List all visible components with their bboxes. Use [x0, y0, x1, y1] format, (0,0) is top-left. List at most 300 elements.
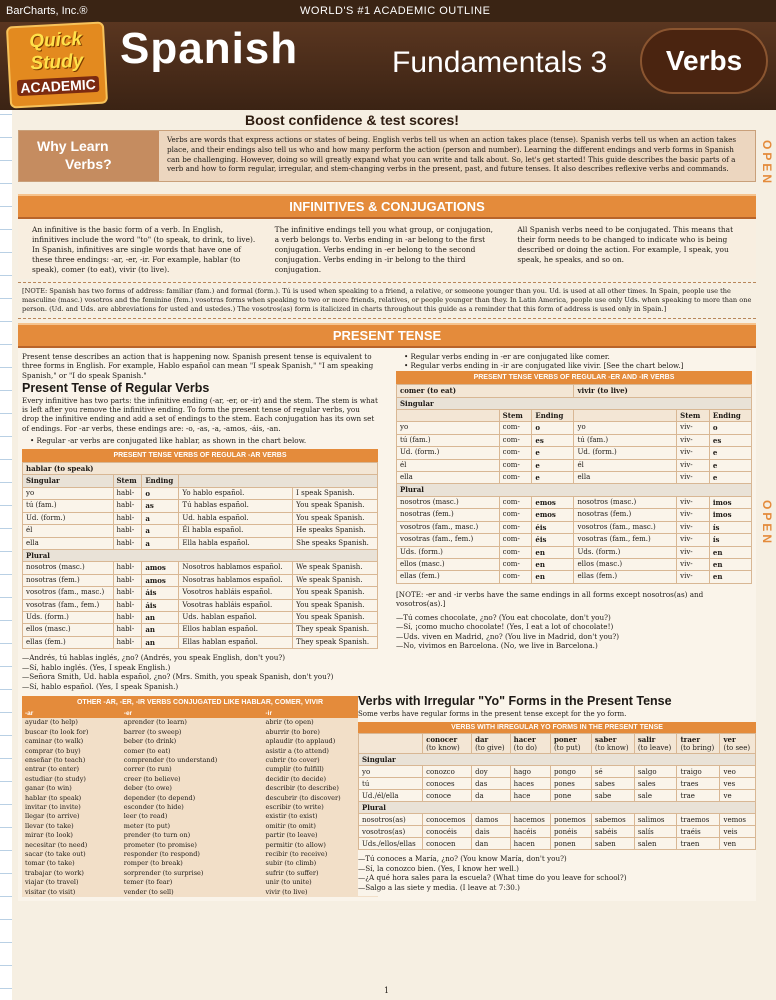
dialog-line: —Uds. viven en Madrid, ¿no? (You live in Madrid, don't you?)	[396, 631, 620, 641]
table-cell: ellos (masc.)	[574, 558, 677, 570]
table-cell: com-	[499, 496, 532, 508]
table-row	[23, 624, 378, 636]
singular-label: Singular	[359, 754, 756, 766]
verb-meaning: (to bring)	[680, 744, 715, 752]
ar-verb: viajar (to travel)	[25, 878, 79, 887]
yo-verb-header	[423, 734, 472, 754]
table-row	[397, 509, 752, 521]
table-cell: Ella habla español.	[179, 537, 293, 549]
ir-verb: partir (to leave)	[265, 831, 318, 840]
table-row	[22, 859, 378, 868]
table-cell: Uds. (form.)	[23, 611, 114, 623]
er-verb: correr (to run)	[123, 765, 172, 774]
table-row	[22, 756, 378, 765]
er-verb: barrer (to sweep)	[123, 727, 182, 736]
table-row	[359, 734, 756, 754]
top-bar	[0, 0, 776, 22]
singular-label: Singular	[397, 397, 752, 409]
why-label	[19, 131, 159, 181]
er-verb: prometer (to promise)	[123, 840, 197, 849]
table-cell: com-	[499, 472, 532, 484]
er-verb: temer (to fear)	[123, 878, 173, 887]
ar-verb: comprar (to buy)	[25, 746, 81, 755]
table-cell: en	[709, 546, 751, 558]
ir-verb: abrir (to open)	[265, 718, 314, 727]
table-cell: ella	[23, 537, 114, 549]
table-cell: tú (fam.)	[574, 434, 677, 446]
yo-verb-header	[550, 734, 591, 754]
table-cell: viv-	[677, 496, 710, 508]
table-cell: conocéis	[423, 826, 472, 838]
table-row	[23, 512, 378, 524]
ar-verb: visitar (to visit)	[25, 887, 76, 896]
er-verb: prender (to turn on)	[123, 831, 191, 840]
table-cell: You speak Spanish.	[293, 500, 378, 512]
table-cell: ellos (masc.)	[397, 558, 500, 570]
table-cell: ponéis	[550, 826, 591, 838]
table-cell: com-	[499, 422, 532, 434]
table-cell: com-	[499, 434, 532, 446]
table-cell: ellas (fem.)	[397, 571, 500, 583]
table-row	[23, 525, 378, 537]
er-ir-verbs-table	[396, 384, 752, 584]
ar-verb: invitar (to invite)	[25, 803, 81, 811]
table-cell: He speaks Spanish.	[293, 525, 378, 537]
table-cell: Tú hablas español.	[179, 500, 293, 512]
table-cell: pongo	[550, 766, 591, 778]
table-cell: habl-	[113, 525, 142, 537]
table-row	[23, 562, 378, 574]
ar-verb: estudiar (to study)	[25, 774, 86, 783]
other-verbs-heading: -ar	[22, 709, 121, 718]
table-cell: vosotras (fam., fem.)	[397, 534, 500, 546]
table-cell: ella	[574, 472, 677, 484]
ending-header: Ending	[142, 475, 179, 487]
table-cell: conoces	[423, 778, 472, 790]
table-cell: amos	[142, 562, 179, 574]
table-cell: com-	[499, 534, 532, 546]
table-cell: o	[532, 422, 574, 434]
table-cell: dan	[472, 838, 511, 850]
table-row	[22, 878, 378, 887]
table-cell: sales	[634, 778, 677, 790]
table-row	[359, 814, 756, 826]
table-cell: yo	[574, 422, 677, 434]
table-cell: yo	[359, 766, 423, 778]
table-cell: conoce	[423, 790, 472, 802]
table-cell: com-	[499, 546, 532, 558]
ar-verb: sacar (to take out)	[25, 850, 86, 859]
verb-infinitive: ver	[723, 735, 736, 744]
verb-infinitive: conocer	[426, 735, 458, 744]
dialog-line: —Sí, la conozco bien. (Yes, I know her well.)	[358, 863, 519, 873]
table-cell: We speak Spanish.	[293, 562, 378, 574]
table-row	[359, 802, 756, 814]
table-row	[22, 775, 378, 784]
table-cell: Uds. (form.)	[397, 546, 500, 558]
er-verb: comer (to eat)	[123, 746, 171, 755]
irregular-yo-section	[358, 690, 756, 896]
table-cell: traéis	[677, 826, 720, 838]
ending-header: Ending	[709, 410, 751, 422]
table-cell: She speaks Spanish.	[293, 537, 378, 549]
why-learn-box	[18, 130, 756, 182]
table-row	[23, 587, 378, 599]
ar-verb: llevar (to take)	[25, 821, 74, 830]
table-cell: Uds./ellos/ellas	[359, 838, 423, 850]
table-cell: e	[532, 447, 574, 459]
table-row	[22, 812, 378, 821]
boost-line: Boost confidence & test scores!	[245, 112, 459, 128]
table-cell: viv-	[677, 447, 710, 459]
stem-header: Stem	[499, 410, 532, 422]
blank-cell	[574, 410, 677, 422]
side-label-open-2: OPEN	[760, 500, 774, 547]
table-cell: Ud. habla español.	[179, 512, 293, 524]
other-verbs-caption: OTHER -AR, -ER, -IR VERBS CONJUGATED LIKE HABLAR, COMER, VIVIR	[22, 696, 378, 709]
table-cell: habl-	[113, 587, 142, 599]
table-cell: Nosotros hablamos español.	[179, 562, 293, 574]
er-verb-infinitive: comer (to eat)	[397, 385, 574, 397]
yo-verb-header	[677, 734, 720, 754]
verb-meaning: (to leave)	[637, 744, 672, 752]
table-cell: habl-	[113, 537, 142, 549]
table-row	[397, 472, 752, 484]
table-cell: habl-	[113, 611, 142, 623]
table-cell: Yo hablo español.	[179, 487, 293, 499]
table-row	[397, 496, 752, 508]
er-verb: comprender (to understand)	[123, 755, 218, 764]
table-row	[22, 869, 378, 878]
er-ir-note: [NOTE: -er and -ir verbs have the same endings in all forms except nosotros(as) and vosotros(as).]	[396, 589, 704, 609]
table-cell: es	[532, 434, 574, 446]
ir-verb: cubrir (to cover)	[265, 755, 320, 764]
table-cell: They speak Spanish.	[293, 636, 378, 648]
other-verbs-heading: -ir	[263, 709, 379, 718]
table-cell: viv-	[677, 459, 710, 471]
ar-verb: ganar (to win)	[25, 784, 72, 793]
er-verb: depender (to depend)	[123, 793, 196, 802]
plural-label: Plural	[397, 484, 752, 496]
er-verb: esconder (to hide)	[123, 803, 184, 811]
table-cell: ella	[397, 472, 500, 484]
infinitives-col3: All Spanish verbs need to be conjugated. This means that their form needs to be changed to indicate who is being described or doing the action. For example, I speak, you speak, he speaks, and so on.	[517, 225, 734, 264]
table-cell: en	[709, 571, 751, 583]
verb-infinitive: dar	[475, 735, 489, 744]
table-cell: tú (fam.)	[23, 500, 114, 512]
stem-header: Stem	[113, 475, 142, 487]
table-row	[23, 487, 378, 499]
table-cell: They speak Spanish.	[293, 624, 378, 636]
verb-infinitive: traer	[680, 735, 701, 744]
page-title: Spanish	[120, 24, 299, 73]
table-cell: saben	[591, 838, 634, 850]
table-row	[22, 850, 378, 859]
table-cell: o	[142, 487, 179, 499]
table-row	[22, 728, 378, 737]
table-cell: salimos	[634, 814, 677, 826]
table-cell: e	[709, 472, 751, 484]
er-bullet: • Regular verbs ending in -er are conjugated like comer.	[404, 352, 610, 361]
hablar-dialog	[22, 653, 378, 691]
ir-verb: omitir (to omit)	[265, 821, 316, 830]
ar-verb: llegar (to arrive)	[25, 812, 80, 821]
table-cell: sabemos	[591, 814, 634, 826]
table-row	[22, 765, 378, 774]
regular-verbs-text: Every infinitive has two parts: the infinitive ending (-ar, -er, or -ir) and the stem. The stem is what is left after you remove the infinitive ending. To form the present tense of regular verbs, you drop the infinitive ending and add a set of endings to the stem. Each conjugation has its own set of endings. For -ar verbs, these endings are: -o, -as, -a, -amos, -áis, -an.	[22, 395, 378, 433]
table-cell: a	[142, 537, 179, 549]
table-cell: You speak Spanish.	[293, 587, 378, 599]
table-cell: áis	[142, 599, 179, 611]
table-cell: vosotros (fam., masc.)	[574, 521, 677, 533]
table-cell: nosotros(as)	[359, 814, 423, 826]
table-row	[22, 709, 378, 718]
comer-vivir-dialog	[396, 613, 752, 651]
table-cell: en	[532, 571, 574, 583]
table-cell: habl-	[113, 487, 142, 499]
table-cell: viv-	[677, 546, 710, 558]
table-cell: nosotras (fem.)	[23, 574, 114, 586]
table-cell: imos	[709, 496, 751, 508]
table-cell: viv-	[677, 521, 710, 533]
table-cell: I speak Spanish.	[293, 487, 378, 499]
dialog-line: —No, vivimos en Barcelona. (No, we live in Barcelona.)	[396, 641, 598, 651]
blank-cell	[179, 475, 378, 487]
table-row	[22, 794, 378, 803]
table-cell: viv-	[677, 534, 710, 546]
table-cell: Ud./él/ella	[359, 790, 423, 802]
table-row	[23, 636, 378, 648]
table-cell: viv-	[677, 558, 710, 570]
table-cell: vosotros(as)	[359, 826, 423, 838]
ar-bullet-text: Regular -ar verbs are conjugated like hablar, as shown in the chart below.	[36, 436, 307, 446]
table-row	[397, 422, 752, 434]
table-cell: yo	[397, 422, 500, 434]
er-verb: leer (to read)	[123, 812, 168, 821]
table-cell: salís	[634, 826, 677, 838]
table-cell: com-	[499, 509, 532, 521]
table-cell: a	[142, 525, 179, 537]
yo-verb-header	[720, 734, 756, 754]
ar-verb: ayudar (to help)	[25, 718, 78, 727]
table-cell: a	[142, 512, 179, 524]
dialog-line: —Tú comes chocolate, ¿no? (You eat chocolate, don't you?)	[396, 612, 611, 622]
table-cell: veis	[720, 826, 756, 838]
table-row	[23, 611, 378, 623]
why-label-line2: Verbs?	[65, 156, 112, 172]
table-cell: Uds. hablan español.	[179, 611, 293, 623]
dialog-line: —Sí, hablo inglés. (Yes, I speak English.)	[22, 662, 171, 672]
table-cell: com-	[499, 571, 532, 583]
table-cell: tú	[359, 778, 423, 790]
table-cell: habl-	[113, 624, 142, 636]
ir-verb: asistir a (to attend)	[265, 746, 329, 755]
table-cell: e	[532, 472, 574, 484]
table-cell: ellas (fem.)	[574, 571, 677, 583]
table-cell: We speak Spanish.	[293, 574, 378, 586]
table-cell: éis	[532, 534, 574, 546]
table-row	[22, 841, 378, 850]
table-cell: emos	[532, 509, 574, 521]
table-cell: vemos	[720, 814, 756, 826]
yo-verb-header	[510, 734, 550, 754]
table-cell: nosotros (masc.)	[397, 496, 500, 508]
table-cell: ellos (masc.)	[23, 624, 114, 636]
verb-infinitive: hablar (to speak)	[23, 463, 378, 475]
table-cell: e	[532, 459, 574, 471]
table-cell: nosotras (fem.)	[574, 509, 677, 521]
ar-verb: enseñar (to teach)	[25, 755, 86, 764]
infinitives-band: INFINITIVES & CONJUGATIONS	[18, 194, 756, 219]
verbs-pill: Verbs	[640, 28, 768, 94]
table-cell: conozco	[423, 766, 472, 778]
table-cell: ven	[720, 838, 756, 850]
irregular-yo-title: Verbs with Irregular "Yo" Forms in the Present Tense	[358, 694, 672, 708]
ar-verb: hablar (to speak)	[25, 793, 82, 802]
table-cell: éis	[532, 521, 574, 533]
table-cell: You speak Spanish.	[293, 599, 378, 611]
table-cell: traes	[677, 778, 720, 790]
table-cell: habl-	[113, 599, 142, 611]
other-verbs-heading: -er	[121, 709, 263, 718]
verb-meaning: (to see)	[723, 744, 751, 752]
ir-verb: escribir (to write)	[265, 803, 324, 811]
table-cell: sabe	[591, 790, 634, 802]
table-row	[359, 826, 756, 838]
infinitives-columns	[18, 219, 756, 279]
irregular-yo-table	[358, 733, 756, 850]
table-cell: haces	[510, 778, 550, 790]
table-cell: él	[23, 525, 114, 537]
table-cell: vosotras (fam., fem.)	[574, 534, 677, 546]
table-cell: Nosotras hablamos español.	[179, 574, 293, 586]
table-row	[22, 831, 378, 840]
table-cell: viv-	[677, 422, 710, 434]
ir-verb: decidir (to decide)	[265, 774, 327, 783]
table-cell: das	[472, 778, 511, 790]
table-cell: él	[397, 459, 500, 471]
dialog-line: —Tú conoces a María, ¿no? (You know María, don't you?)	[358, 854, 567, 863]
table-cell: salgo	[634, 766, 677, 778]
table-cell: sabes	[591, 778, 634, 790]
er-verb: aprender (to learn)	[123, 718, 187, 727]
table-cell: vosotros (fam., masc.)	[23, 587, 114, 599]
table-cell: tú (fam.)	[397, 434, 500, 446]
table-cell: nosotras (fem.)	[397, 509, 500, 521]
table-cell: Uds. (form.)	[574, 546, 677, 558]
page-number: 1	[384, 986, 390, 995]
table-cell: amos	[142, 574, 179, 586]
table-row	[359, 790, 756, 802]
table-cell: nosotros (masc.)	[23, 562, 114, 574]
table-cell: emos	[532, 496, 574, 508]
table-cell: viv-	[677, 434, 710, 446]
table-cell: sé	[591, 766, 634, 778]
infinitives-col2: The infinitive endings tell you what group, or conjugation, a verb belongs to. Verbs ending in -ar belong to the first conjugation. Verbs ending in -er belong to the second conjugation. Verbs ending in -ir belong to the third conjugation.	[274, 225, 493, 274]
er-verb: responder (to respond)	[123, 850, 200, 859]
table-row	[397, 484, 752, 496]
table-row	[397, 410, 752, 422]
table-cell: as	[142, 500, 179, 512]
table-cell: vosotros (fam., masc.)	[397, 521, 500, 533]
table-row	[22, 888, 378, 897]
address-note: [NOTE: Spanish has two forms of address: familiar (fam.) and formal (form.). Tú is used when speaking to a friend, a relative, or someone younger than you. Ud. is used at all other times. In Spain, people use the masculine (masc.) vosotros and the feminine (fem.) vosotras forms when speaking to two or more friends, relatives, or people younger than they. In Latin America, people use only Uds. when speaking to more than one person. (Ud. and Uds. are abbreviations for usted and ustedes.) The vosotros(as) form is italicized in charts throughout this guide as a reminder that this form of address is used only in Spain.]	[18, 282, 756, 319]
table-cell: ponen	[550, 838, 591, 850]
table-row	[22, 784, 378, 793]
table-row	[23, 475, 378, 487]
table-cell: Ud. (form.)	[574, 447, 677, 459]
table-cell: an	[142, 611, 179, 623]
table-row	[23, 537, 378, 549]
table-cell: pone	[550, 790, 591, 802]
regular-verbs-title: Present Tense of Regular Verbs	[22, 381, 210, 396]
ir-verb: cumplir (to fulfill)	[265, 765, 324, 774]
table-cell: com-	[499, 447, 532, 459]
er-verb: creer (to believe)	[123, 774, 181, 783]
ir-verb: permitir (to allow)	[265, 840, 326, 849]
table-cell: vosotras (fam., fem.)	[23, 599, 114, 611]
verb-infinitive: hacer	[513, 735, 536, 744]
verb-meaning: (to know)	[594, 744, 629, 752]
table-cell: trae	[677, 790, 720, 802]
er-ir-bullets	[396, 352, 752, 371]
verb-meaning: (to put)	[553, 744, 581, 752]
infinitives-col1: An infinitive is the basic form of a verb. In English, infinitives include the word "to" (to speak, to drink, to live). In Spanish, infinitives are single words that have one of these three endings: -ar, -er, -ir. For example, hablar (to speak), comer (to eat), vivir (to live).	[32, 225, 256, 274]
ar-verb: mirar (to look)	[25, 831, 73, 840]
table-row	[22, 737, 378, 746]
tagline: WORLD'S #1 ACADEMIC OUTLINE	[300, 5, 491, 17]
present-intro: Present tense describes an action that is happening now. Spanish present tense is equivalent to three forms in English. For example, Hablo español can mean "I speak Spanish," "I am speaking Spanish," or "I do speak Spanish."	[22, 352, 374, 380]
logo-line2: ACADEMIC	[17, 76, 100, 96]
brand-name: BarCharts, Inc.®	[6, 5, 88, 17]
logo-line1: Quick Study	[28, 28, 84, 75]
table-cell: áis	[142, 587, 179, 599]
table-cell: Ellas hablan español.	[179, 636, 293, 648]
table-cell: Ud. (form.)	[23, 512, 114, 524]
table-cell: hacen	[510, 838, 550, 850]
dialog-line: —Señora Smith, Ud. habla español, ¿no? (Mrs. Smith, you speak Spanish, don't you?)	[22, 672, 334, 682]
ending-header: Ending	[532, 410, 574, 422]
table-cell: en	[709, 558, 751, 570]
verb-meaning: (to do)	[513, 744, 538, 752]
table-cell: viv-	[677, 571, 710, 583]
dialog-line: —Sí, hablo español. (Yes, I speak Spanish.)	[22, 681, 179, 691]
irregular-yo-subtitle: Some verbs have regular forms in the present tense except for the yo form.	[358, 710, 627, 718]
table-cell: conocen	[423, 838, 472, 850]
yo-verb-header	[591, 734, 634, 754]
table-cell: salen	[634, 838, 677, 850]
why-text: Verbs are words that express actions or states of being. English verbs tell us when an action takes place (tense). Spanish verbs tell us when an action takes place, and their endings also tell us who and how many perform the action (person and number). Learning the different endings and verb forms in Spanish can be challenging. However, doing so will greatly expand what you can write and talk about. So, let's get started! This guide describes the basic parts of a verb and how to form regular, irregular, and stem-changing verbs in the present, past, and future tenses. It also describes reflexive verbs and commands.	[167, 135, 737, 174]
table-row	[359, 778, 756, 790]
side-label-open: OPEN	[760, 140, 774, 187]
er-ir-table-caption: PRESENT TENSE VERBS OF REGULAR -ER AND -IR VERBS	[396, 371, 752, 384]
table-cell: com-	[499, 558, 532, 570]
table-cell: en	[532, 546, 574, 558]
ir-verb-infinitive: vivir (to live)	[574, 385, 752, 397]
table-row	[23, 500, 378, 512]
er-verb: meter (to put)	[123, 821, 171, 830]
table-cell: yo	[23, 487, 114, 499]
table-cell: habl-	[113, 574, 142, 586]
table-cell: traigo	[677, 766, 720, 778]
table-cell: Ellos hablan español.	[179, 624, 293, 636]
table-cell: ís	[709, 534, 751, 546]
table-row	[397, 558, 752, 570]
er-verb: sorprender (to surprise)	[123, 868, 204, 877]
table-cell: sale	[634, 790, 677, 802]
table-cell: ís	[709, 521, 751, 533]
quick-study-logo	[6, 21, 108, 108]
